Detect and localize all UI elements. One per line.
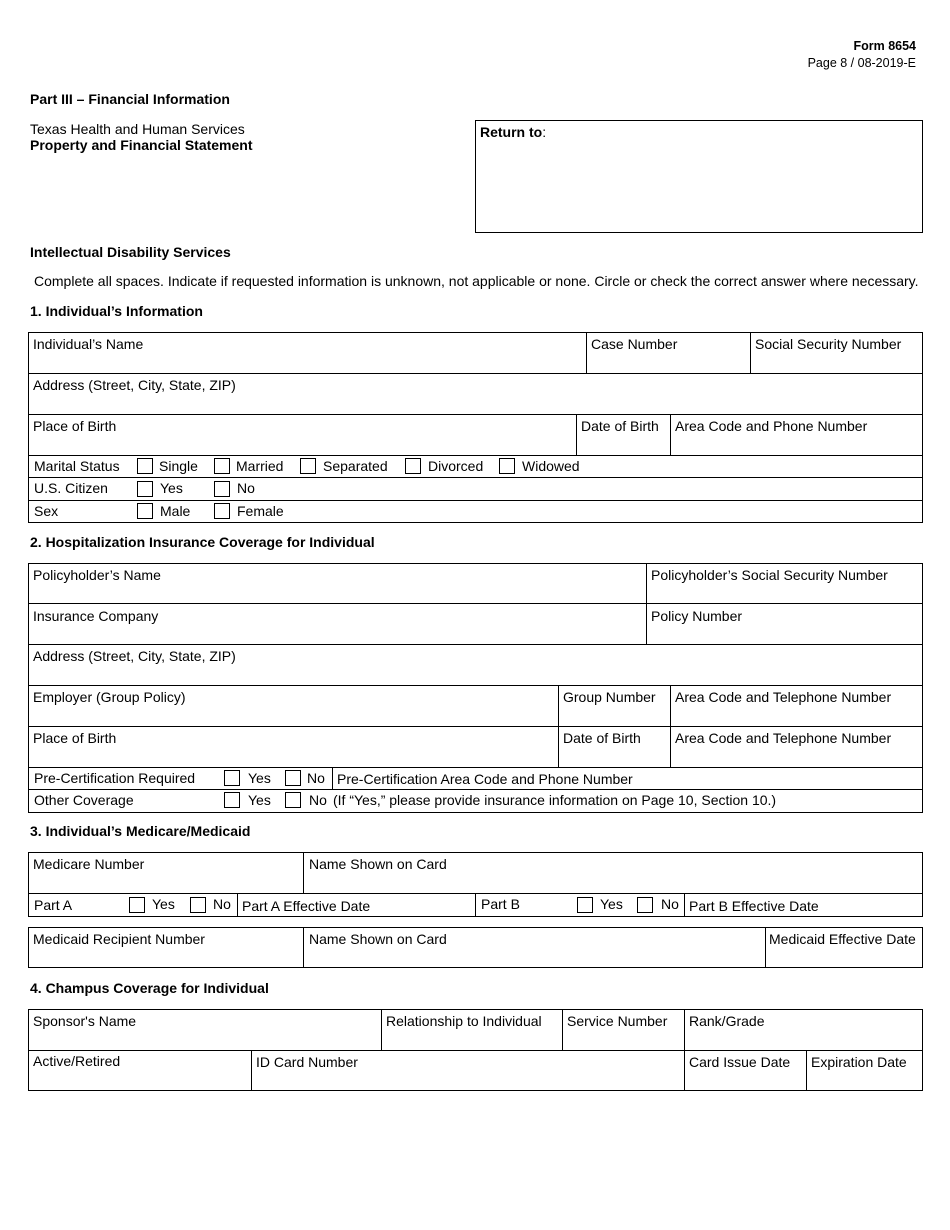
other-coverage-label: Other Coverage	[34, 792, 134, 808]
single-label: Single	[159, 458, 198, 474]
separated-checkbox[interactable]	[300, 458, 316, 474]
policyholder-name-field: Policyholder’s Name	[33, 567, 161, 583]
part-a-date-field: Part A Effective Date	[242, 898, 371, 914]
part-b-yes-checkbox[interactable]	[577, 897, 593, 913]
section2-title: 2. Hospitalization Insurance Coverage for Individual	[30, 534, 375, 550]
address-field: Address (Street, City, State, ZIP)	[33, 377, 236, 393]
statement-title: Property and Financial Statement	[30, 137, 253, 153]
individual-name-field: Individual’s Name	[33, 336, 144, 352]
form-header	[808, 38, 916, 72]
place-of-birth-field: Place of Birth	[33, 418, 117, 434]
case-number-field: Case Number	[591, 336, 678, 352]
sponsor-name-field: Sponsor's Name	[33, 1013, 137, 1029]
precert-label: Pre-Certification Required	[34, 770, 196, 786]
section3-title: 3. Individual’s Medicare/Medicaid	[30, 823, 251, 839]
other-no-checkbox[interactable]	[285, 792, 301, 808]
precert-yes-checkbox[interactable]	[224, 770, 240, 786]
precert-no-checkbox[interactable]	[285, 770, 301, 786]
instructions: Complete all spaces. Indicate if requested information is unknown, not applicable or none. Circle or check the correct answer where necessary.	[34, 273, 919, 289]
other-yes-label: Yes	[248, 792, 271, 808]
insurance-company-field: Insurance Company	[33, 608, 159, 624]
part-a-yes-label: Yes	[152, 896, 175, 912]
policyholder-birthplace-field: Place of Birth	[33, 730, 117, 746]
employer-field: Employer (Group Policy)	[33, 689, 186, 705]
relationship-field: Relationship to Individual	[386, 1013, 542, 1029]
insurance-address-field: Address (Street, City, State, ZIP)	[33, 648, 236, 664]
return-to-label: Return to:	[480, 124, 547, 140]
part-b-yes-label: Yes	[600, 896, 623, 912]
other-yes-checkbox[interactable]	[224, 792, 240, 808]
medicare-name-field: Name Shown on Card	[309, 856, 447, 872]
agency-name: Texas Health and Human Services	[30, 121, 245, 137]
citizen-yes-checkbox[interactable]	[137, 481, 153, 497]
service-number-field: Service Number	[567, 1013, 668, 1029]
married-label: Married	[236, 458, 284, 474]
other-no-label: No	[309, 792, 327, 808]
male-checkbox[interactable]	[137, 503, 153, 519]
expiration-date-field: Expiration Date	[811, 1054, 907, 1070]
male-label: Male	[160, 503, 191, 519]
citizen-label: U.S. Citizen	[34, 480, 108, 496]
precert-phone-field: Pre-Certification Area Code and Phone Number	[337, 771, 633, 787]
citizen-no-checkbox[interactable]	[214, 481, 230, 497]
sex-label: Sex	[34, 503, 59, 519]
other-coverage-note: (If “Yes,” please provide insurance information on Page 10, Section 10.)	[333, 792, 777, 808]
page-info: Page 8 / 08-2019-E	[807, 56, 916, 70]
citizen-no-label: No	[237, 480, 255, 496]
section4-title: 4. Champus Coverage for Individual	[30, 980, 269, 996]
form-number: Form 8654	[853, 39, 916, 53]
part-a-no-label: No	[213, 896, 231, 912]
id-card-number-field: ID Card Number	[256, 1054, 358, 1070]
part-b-label: Part B	[481, 896, 520, 912]
citizen-yes-label: Yes	[160, 480, 183, 496]
part-b-date-field: Part B Effective Date	[689, 898, 819, 914]
female-checkbox[interactable]	[214, 503, 230, 519]
widowed-label: Widowed	[522, 458, 580, 474]
part-b-no-label: No	[661, 896, 679, 912]
single-checkbox[interactable]	[137, 458, 153, 474]
employer-phone-field: Area Code and Telephone Number	[675, 689, 892, 705]
medicaid-name-field: Name Shown on Card	[309, 931, 447, 947]
ssn-field: Social Security Number	[755, 336, 902, 352]
return-to-box[interactable]	[475, 120, 923, 233]
medicaid-number-field: Medicaid Recipient Number	[33, 931, 205, 947]
part-a-yes-checkbox[interactable]	[129, 897, 145, 913]
part-a-label: Part A	[34, 897, 73, 913]
active-retired-field: Active/Retired	[33, 1053, 121, 1069]
date-of-birth-field: Date of Birth	[581, 418, 659, 434]
female-label: Female	[237, 503, 284, 519]
card-issue-date-field: Card Issue Date	[689, 1054, 791, 1070]
marital-status-label: Marital Status	[34, 458, 120, 474]
policyholder-ssn-field: Policyholder’s Social Security Number	[651, 567, 888, 583]
policyholder-dob-field: Date of Birth	[563, 730, 641, 746]
medicare-number-field: Medicare Number	[33, 856, 145, 872]
part-b-no-checkbox[interactable]	[637, 897, 653, 913]
precert-yes-label: Yes	[248, 770, 271, 786]
section1-title: 1. Individual’s Information	[30, 303, 203, 319]
phone-field: Area Code and Phone Number	[675, 418, 868, 434]
widowed-checkbox[interactable]	[499, 458, 515, 474]
policyholder-phone-field: Area Code and Telephone Number	[675, 730, 892, 746]
divorced-checkbox[interactable]	[405, 458, 421, 474]
part-title: Part III – Financial Information	[30, 91, 230, 107]
divorced-label: Divorced	[428, 458, 484, 474]
married-checkbox[interactable]	[214, 458, 230, 474]
part-a-no-checkbox[interactable]	[190, 897, 206, 913]
program-title: Intellectual Disability Services	[30, 244, 231, 260]
group-number-field: Group Number	[563, 689, 656, 705]
policy-number-field: Policy Number	[651, 608, 743, 624]
precert-no-label: No	[307, 770, 325, 786]
separated-label: Separated	[323, 458, 388, 474]
medicaid-date-field: Medicaid Effective Date	[769, 931, 916, 947]
rank-grade-field: Rank/Grade	[689, 1013, 765, 1029]
